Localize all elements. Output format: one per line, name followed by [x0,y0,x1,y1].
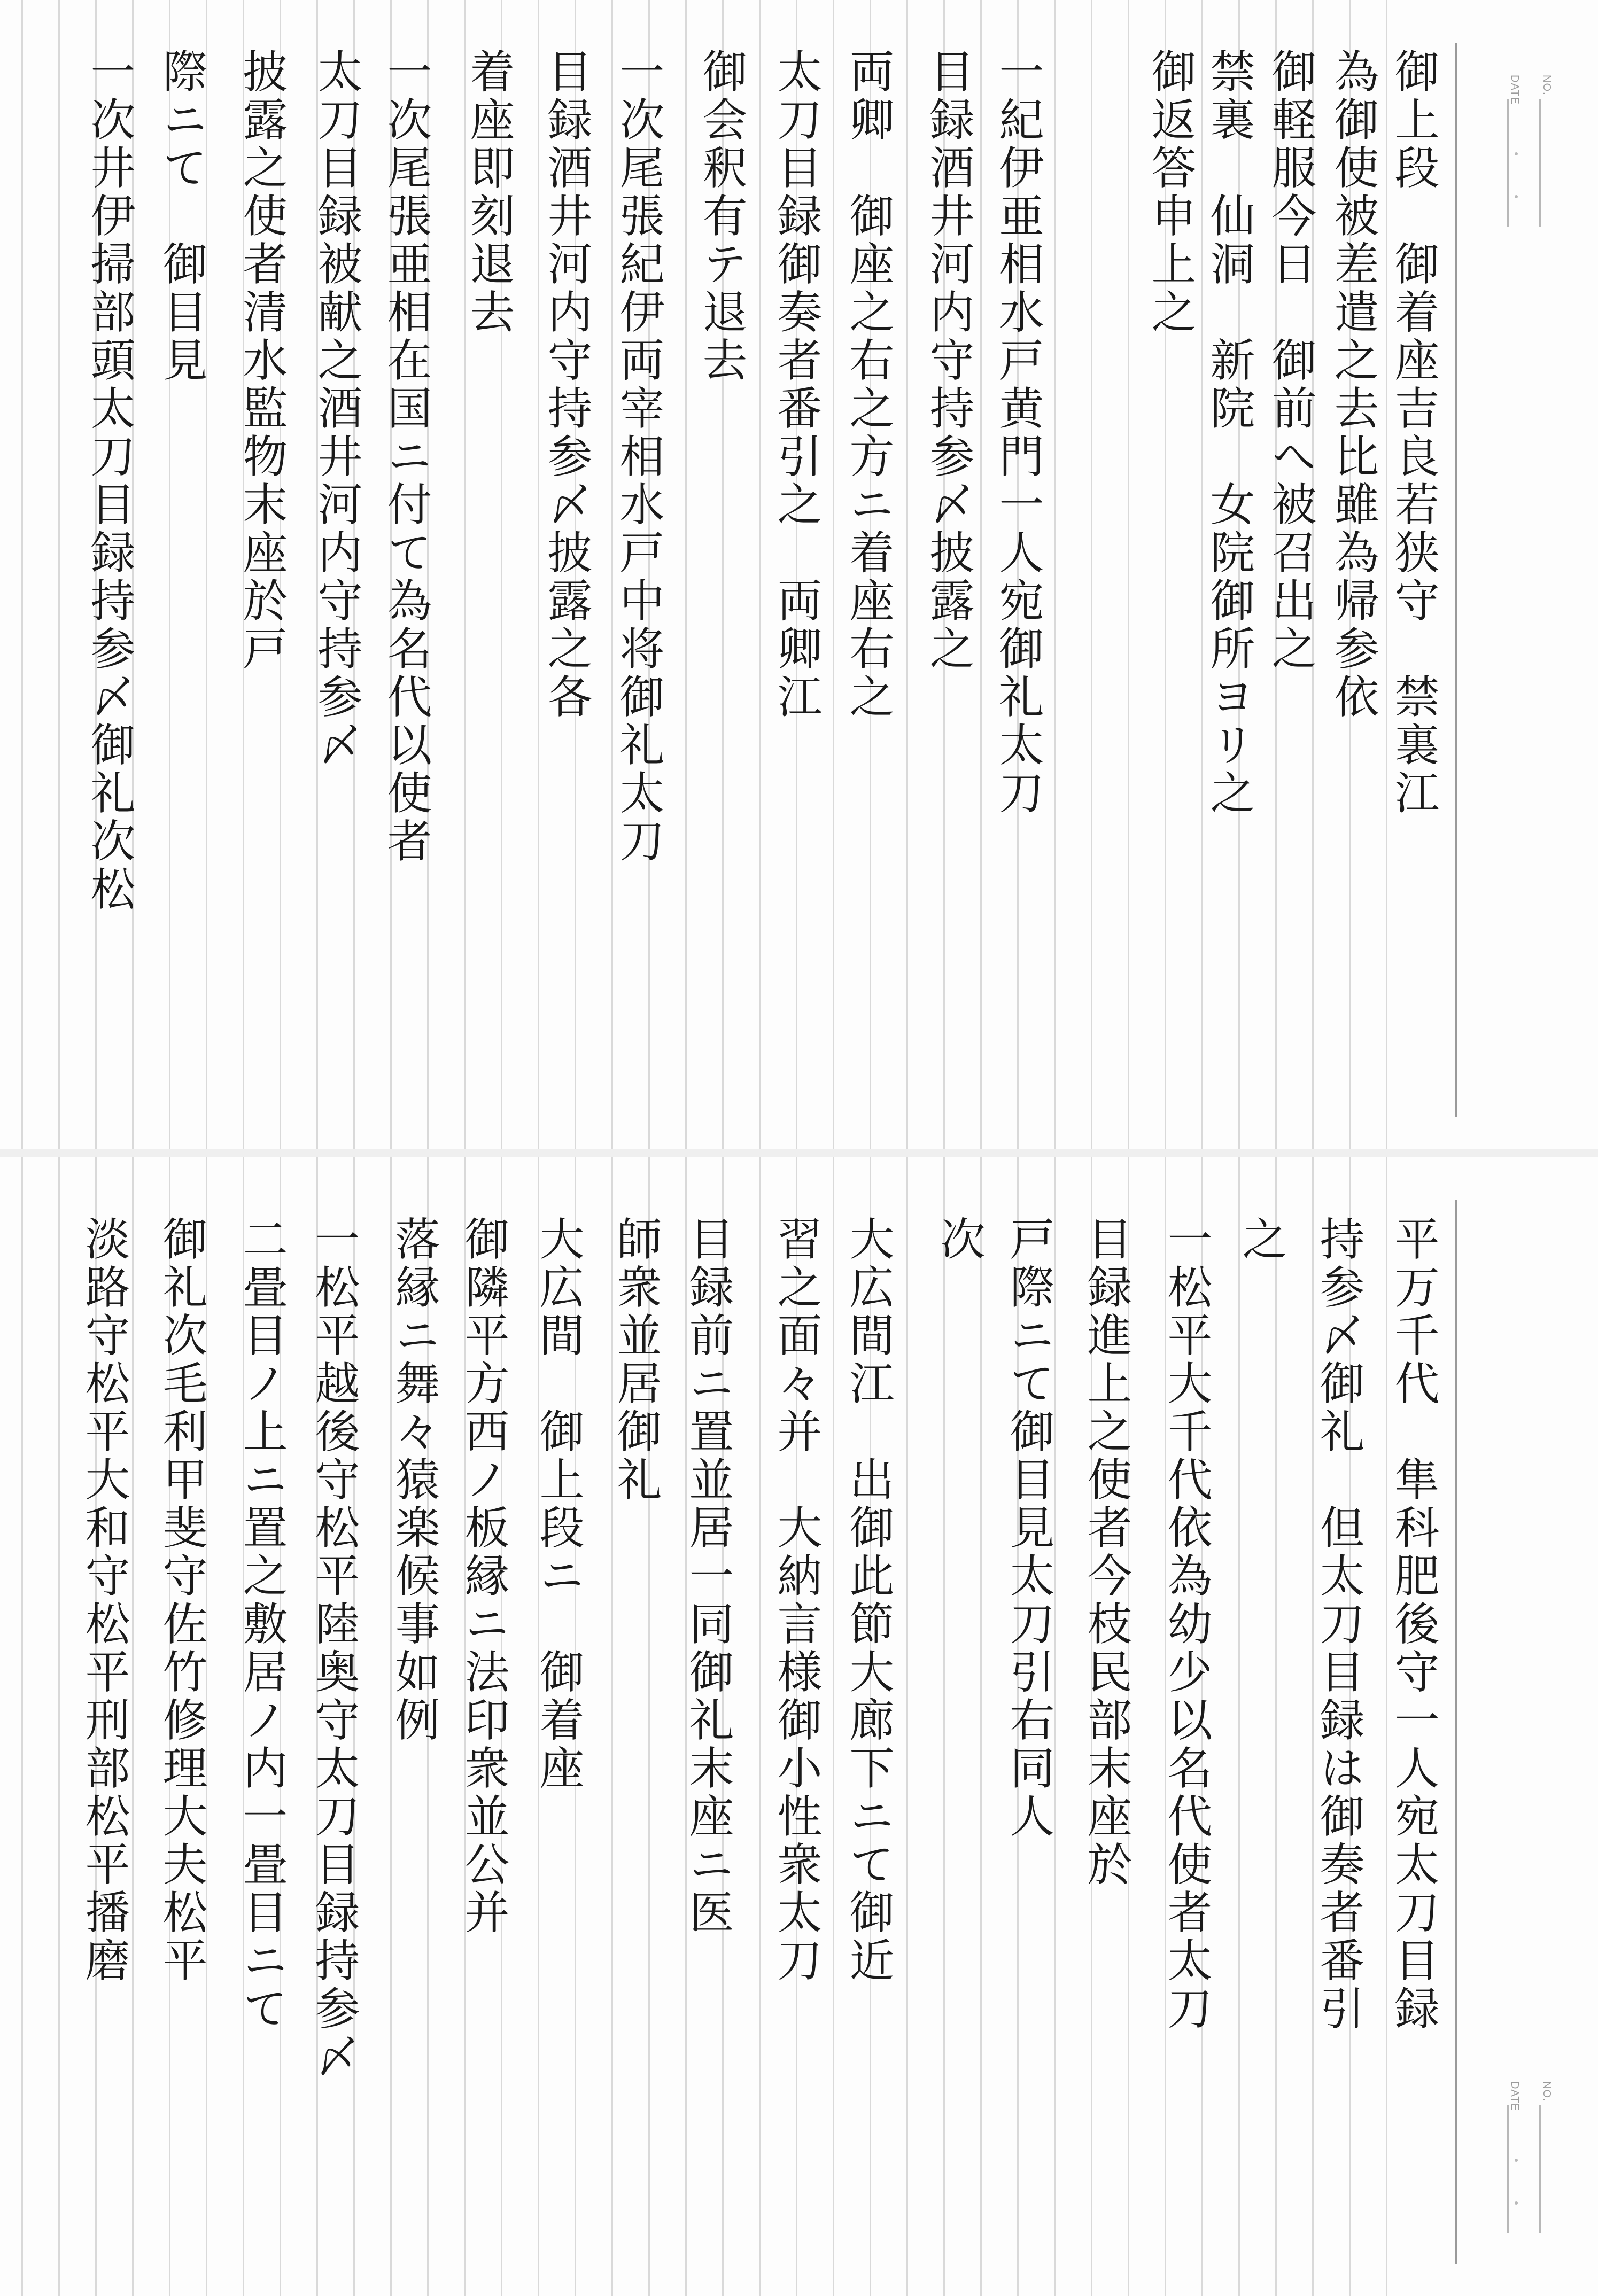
ruled-line [1238,1157,1240,2296]
text-column: 際ニて 御目見 [156,48,208,385]
text-column: 戸際ニて御目見太刀引右同人 [1003,1216,1055,1841]
text-column: 着座即刻退去 [463,48,515,337]
text-column: 淡路守松平大和守松平刑部松平播磨 [78,1216,130,1985]
text-column: 習之面々并 大納言様御小性衆太刀 [770,1216,823,1985]
date-label: DATE [1509,2081,1521,2111]
text-column: 持参〆御礼 但太刀目録は御奏者番引 [1313,1216,1365,2033]
ruled-line [833,0,834,1149]
ruled-line [21,1157,23,2296]
text-column: 披露之使者清水監物末座於戸 [236,48,288,673]
ruled-line [685,0,687,1149]
text-column: 師衆並居御礼 [610,1216,662,1504]
ruled-line [1128,0,1129,1149]
ruled-line [906,1157,908,2296]
ruled-line [906,0,908,1149]
text-column: 大広間 御上段ニ 御着座 [532,1216,585,1793]
margin-line [1455,1200,1457,2264]
ruled-line [538,0,539,1149]
text-column: 為御使被差遣之去比雖為帰参依 [1327,48,1379,721]
text-column: 禁裏 仙洞 新院 女院御所ヨリ之 [1203,48,1255,818]
page-header [1503,2038,1562,2263]
text-column: 目録酒井河内守持参〆披露之各 [540,48,593,721]
ruled-line [943,1157,945,2296]
text-column: 御上段 御着座吉良若狭守 禁裏江 [1387,48,1440,818]
date-separator-dot [1515,2159,1518,2162]
text-column: 目録前ニ置並居一同御礼末座ニ医 [682,1216,734,1937]
text-column: 落縁ニ舞々猿楽候事如例 [388,1216,440,1745]
ruled-line [1054,0,1056,1149]
page-header [1503,32,1562,256]
text-column: 御返答申上之 [1144,48,1197,337]
margin-line [1455,43,1457,1117]
text-column: 御軽服今日 御前へ被召出之 [1265,48,1317,673]
ruled-line [58,0,60,1149]
text-column: 之 [1235,1216,1287,1264]
page-divider [0,1149,1598,1157]
no-field-line [1539,2105,1541,2233]
ruled-line [1275,1157,1277,2296]
ruled-line [58,1157,60,2296]
ruled-line [980,0,982,1149]
text-column: 両卿 御座之右之方ニ着座右之 [842,48,895,721]
text-column: 一紀伊亜相水戸黄門一人宛御礼太刀 [992,48,1044,818]
text-column: 御会釈有テ退去 [695,48,748,385]
no-label: NO. [1541,2081,1553,2102]
text-column: 目録進上之使者今枝民部末座於 [1080,1216,1132,1889]
text-column: 御礼次毛利甲斐守佐竹修理大夫松平 [156,1216,208,1985]
date-separator-dot [1515,195,1518,198]
ruled-line [980,1157,982,2296]
notebook-page-bottom [0,1157,1598,2296]
ruled-line [1091,0,1092,1149]
ruled-line [759,0,761,1149]
ruled-line [132,1157,134,2296]
ruled-line [21,0,23,1149]
text-column: 御隣平方西ノ板縁ニ法印衆並公并 [457,1216,510,1937]
text-column: 平万千代 隼科肥後守一人宛太刀目録 [1387,1216,1440,2033]
text-column: 太刀目録被献之酒井河内守持参〆 [311,48,363,769]
text-column: 大広間江 出御此節大廊下ニて御近 [842,1216,895,1985]
ruled-line [833,1157,834,2296]
text-column: 一次井伊掃部頭太刀目録持参〆御礼次松 [83,48,136,914]
text-column: 一次尾張紀伊両宰相水戸中将御礼太刀 [612,48,665,866]
no-field-line [1539,99,1541,227]
text-column: 二畳目ノ上ニ置之敷居ノ内一畳目ニて [236,1216,288,2033]
no-label: NO. [1541,75,1553,96]
text-column: 次 [933,1216,986,1264]
date-field-line [1507,99,1509,227]
date-field-line [1507,2105,1509,2233]
text-column: 一次尾張亜相在国ニ付て為名代以使者 [380,48,432,866]
date-label: DATE [1509,75,1521,105]
text-column: 一松平越後守松平陸奥守太刀目録持参〆 [308,1216,360,2081]
text-column: 目録酒井河内守持参〆披露之 [922,48,975,673]
date-separator-dot [1515,2201,1518,2205]
date-separator-dot [1515,152,1518,155]
text-column: 太刀目録御奏者番引之 両卿江 [770,48,823,721]
text-column: 一松平大千代依為幼少以名代使者太刀 [1160,1216,1213,2033]
ruled-line [759,1157,761,2296]
